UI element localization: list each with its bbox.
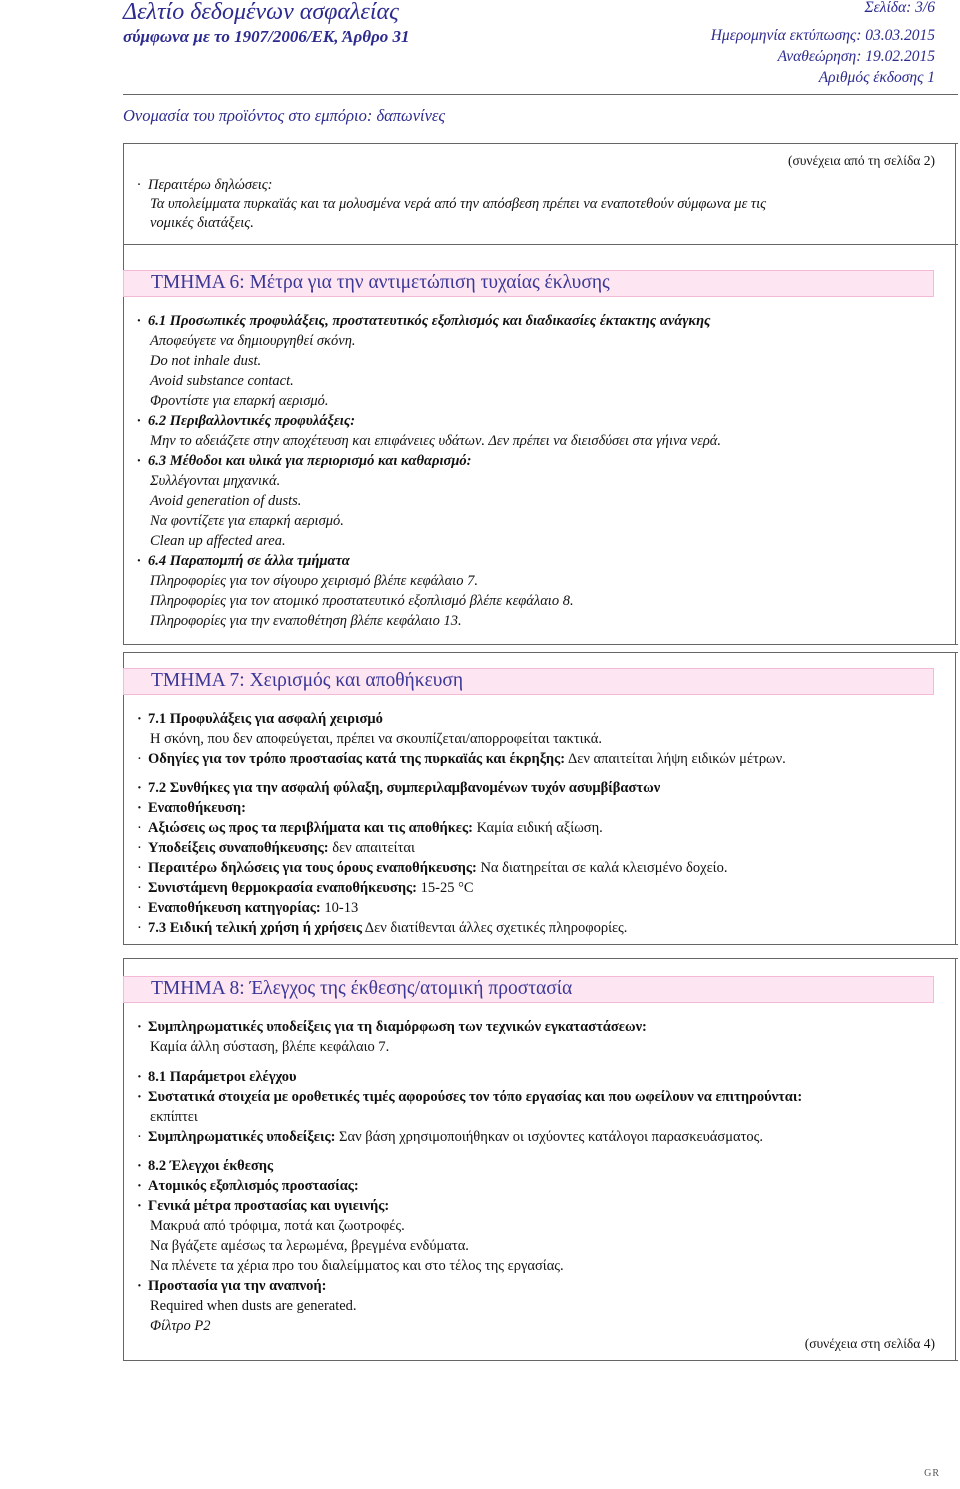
s63-line1: Συλλέγονται μηχανικά.	[150, 473, 281, 489]
print-date: Ημερομηνία εκτύπωσης: 03.03.2015	[710, 27, 935, 44]
s64-heading: · 6.4 Παραπομπή σε άλλα τμήματα	[137, 553, 350, 569]
ppe-label: · Ατομικός εξοπλισμός προστασίας:	[137, 1178, 359, 1194]
further-info-text1: Τα υπολείμματα πυρκαϊάς και τα μολυσμένα νερά από την απόσβεση πρέπει να εναποτεθούν σύμφωνα με τις	[150, 196, 767, 212]
storage-temperature: · Συνιστάμενη θερμοκρασία εναποθήκευσης: 15-25 °C	[137, 880, 474, 896]
storage-class: · Εναποθήκευση κατηγορίας: 10-13	[137, 900, 359, 916]
s61-line4: Φροντίστε για επαρκή αερισμό.	[150, 393, 329, 409]
additional-info: · Συμπληρωματικές υποδείξεις: Σαν βάση χρησιμοποιήθηκαν οι ισχύοντες κατάλογοι παρασκευάσματος.	[137, 1129, 764, 1145]
s63-line4: Clean up affected area.	[150, 533, 286, 549]
s71-heading: · 7.1 Προφυλάξεις για ασφαλή χειρισμό	[137, 711, 383, 727]
s61-line3: Avoid substance contact.	[150, 373, 294, 389]
s62-heading: · 6.2 Περιβαλλοντικές προφυλάξεις:	[137, 413, 356, 429]
storage-requirements: · Αξιώσεις ως προς τα περιβλήματα και τις αποθήκες: Καμία ειδική αξίωση.	[137, 820, 603, 836]
further-storage: · Περαιτέρω δηλώσεις για τους όρους εναποθήκευσης: Να διατηρείται σε καλά κλεισμένο δοχείο.	[137, 860, 728, 876]
version-number: Αριθμός έκδοσης 1	[818, 69, 935, 86]
section-8-bottom	[123, 1360, 958, 1361]
section-7-heading: ΤΜΗΜΑ 7: Χειρισμός και αποθήκευση	[123, 668, 934, 695]
country-code: GR	[924, 1468, 940, 1479]
specific-end-use: · 7.3 Ειδική τελική χρήση ή χρήσεις Δεν διατίθενται άλλες σχετικές πληροφορίες.	[137, 920, 628, 936]
section-8-heading: ΤΜΗΜΑ 8: Έλεγχος της έκθεσης/ατομική προστασία	[123, 976, 934, 1003]
section-7-bottom	[123, 944, 958, 945]
continued-from: (συνέχεια από τη σελίδα 2)	[787, 153, 935, 168]
s72-heading: · 7.2 Συνθήκες για την ασφαλή φύλαξη, συμπεριλαμβανομένων τυχόν ασυμβίβαστων	[137, 780, 661, 796]
respiratory-line2: Φίλτρο P2	[150, 1318, 211, 1334]
section-6-bottom	[123, 644, 958, 645]
section-7-top	[123, 652, 958, 653]
s63-heading: · 6.3 Μέθοδοι και υλικά για περιορισμό και καθαρισμό:	[137, 453, 472, 469]
revision-date: Αναθεώρηση: 19.02.2015	[777, 48, 935, 65]
hygiene-line3: Να πλένετε τα χέρια προ του διαλείμματος και στο τέλος της εργασίας.	[150, 1258, 564, 1274]
page-number: Σελίδα: 3/6	[864, 0, 935, 16]
s61-heading: · 6.1 Προσωπικές προφυλάξεις, προστατευτικός εξοπλισμός και διαδικασίες έκτακτης ανάγκης	[137, 313, 711, 329]
header-divider	[123, 94, 958, 95]
s64-line2: Πληροφορίες για τον ατομικό προστατευτικό εξοπλισμό βλέπε κεφάλαιο 8.	[150, 593, 574, 609]
tech-measures-value: Καμία άλλη σύσταση, βλέπε κεφάλαιο 7.	[150, 1039, 390, 1055]
product-name: Ονομασία του προϊόντος στο εμπόριο: δαπωνίνες	[123, 106, 446, 125]
hygiene-line2: Να βγάζετε αμέσως τα λερωμένα, βρεγμένα ενδύματα.	[150, 1238, 469, 1254]
further-info-text2: νομικές διατάξεις.	[150, 215, 254, 231]
hygiene-line1: Μακρυά από τρόφιμα, ποτά και ζωοτροφές.	[150, 1218, 405, 1234]
section-6-heading: ΤΜΗΜΑ 6: Μέτρα για την αντιμετώπιση τυχαίας έκλυσης	[123, 270, 934, 297]
hygiene-label: · Γενικά μέτρα προστασίας και υγιεινής:	[137, 1198, 390, 1214]
storage-label: · Εναποθήκευση:	[137, 800, 246, 816]
limit-values-value: εκπίπτει	[150, 1109, 198, 1125]
limit-values-label: · Συστατικά στοιχεία με οροθετικές τιμές αφορούσες τον τόπο εργασίας και που ωφείλουν να επιτηρούνται:	[137, 1089, 803, 1105]
respiratory-line1: Required when dusts are generated.	[150, 1298, 357, 1314]
s71-line1: Η σκόνη, που δεν αποφεύγεται, πρέπει να σκουπίζεται/απορροφείται τακτικά.	[150, 731, 602, 747]
s61-line2: Do not inhale dust.	[150, 353, 262, 369]
s63-line3: Να φοντίζετε για επαρκή αερισμό.	[150, 513, 344, 529]
respiratory-label: · Προστασία για την αναπνοή:	[137, 1278, 327, 1294]
continued-on: (συνέχεια στη σελίδα 4)	[804, 1336, 935, 1351]
s81-heading: · 8.1 Παράμετροι ελέγχου	[137, 1069, 297, 1085]
s63-line2: Avoid generation of dusts.	[150, 493, 302, 509]
further-info-label: · Περαιτέρω δηλώσεις:	[137, 177, 273, 193]
tech-measures-label: · Συμπληρωματικές υποδείξεις για τη διαμόρφωση των τεχνικών εγκαταστάσεων:	[137, 1019, 647, 1035]
s64-line3: Πληροφορίες για την εναποθέτηση βλέπε κεφάλαιο 13.	[150, 613, 462, 629]
fire-protection: · Οδηγίες για τον τρόπο προστασίας κατά της πυρκαϊάς και έκρηξης: Δεν απαιτείται λήψη ειδικών μέτρων.	[137, 751, 786, 767]
document-title: Δελτίο δεδομένων ασφαλείας	[123, 0, 399, 25]
s62-line1: Μην το αδειάζετε στην αποχέτευση και επιφάνειες υδάτων. Δεν πρέπει να διεισδύσει στα γήινα νερά.	[150, 433, 722, 449]
document-subtitle: σύμφωνα με το 1907/2006/ΕΚ, Άρθρο 31	[123, 27, 410, 46]
section-8-top	[123, 958, 958, 959]
joint-storage: · Υποδείξεις συναποθήκευσης: δεν απαιτείται	[137, 840, 415, 856]
s64-line1: Πληροφορίες για τον σίγουρο χειρισμό βλέπε κεφάλαιο 7.	[150, 573, 478, 589]
s82-heading: · 8.2 Έλεγχοι έκθεσης	[137, 1158, 274, 1174]
s61-line1: Αποφεύγετε να δημιουργηθεί σκόνη.	[150, 333, 356, 349]
